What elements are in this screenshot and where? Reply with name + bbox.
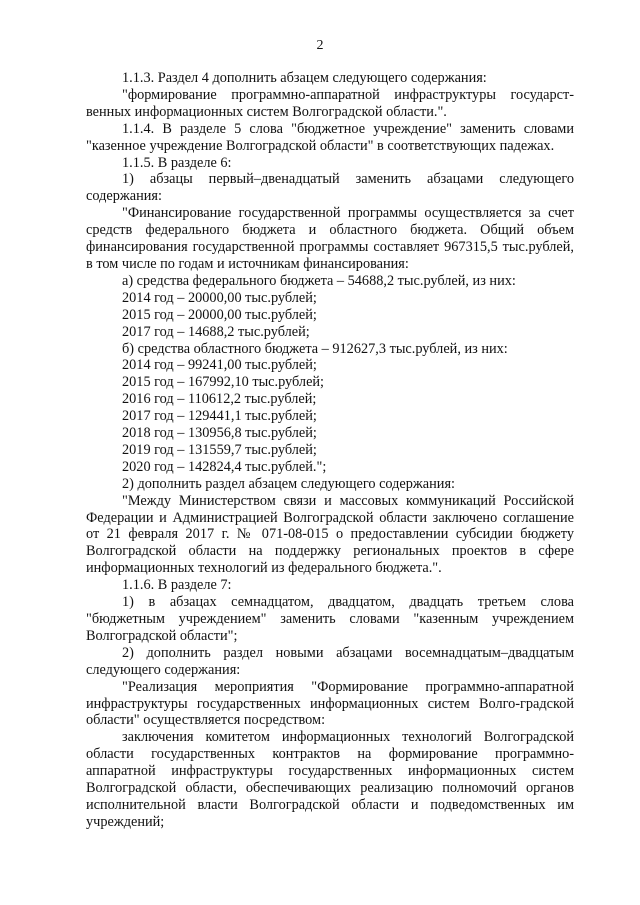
list-item-regional-2018: 2018 год – 130956,8 тыс.рублей; — [122, 425, 317, 442]
paragraph-financing: "Финансирование государственной программы осуществляется за счет средств федерального бюджета и областного бюджета. Общий объем финансирования государственной программы составляет 967315,5 тыс.рублей, в том числе по годам и источникам финансирования: — [86, 205, 574, 272]
paragraph-regional-budget: б) средства областного бюджета – 912627,3 тыс.рублей, из них: — [122, 340, 508, 357]
list-item-regional-2014: 2014 год – 99241,00 тыс.рублей; — [122, 357, 317, 374]
paragraph-section-7-item-2: 2) дополнить раздел новыми абзацами восемнадцатым–двадцатым следующего содержания: — [86, 644, 574, 678]
list-item-regional-2019: 2019 год – 131559,7 тыс.рублей; — [122, 441, 317, 458]
paragraph-1-1-4: 1.1.4. В разделе 5 слова "бюджетное учреждение" заменить словами "казенное учреждение Волгоградской области" в соответствующих падежах. — [86, 120, 574, 154]
paragraph-section-7-item-1: 1) в абзацах семнадцатом, двадцатом, двадцать третьем слова "бюджетным учреждением" заменить словами "казенным учреждением Волгоградской области"; — [86, 594, 574, 644]
list-item-regional-2015: 2015 год – 167992,10 тыс.рублей; — [122, 374, 325, 391]
paragraph-federal-budget: а) средства федерального бюджета – 54688,2 тыс.рублей, из них: — [122, 272, 516, 289]
list-item-federal-2014: 2014 год – 20000,00 тыс.рублей; — [122, 289, 317, 306]
paragraph-1-1-3: 1.1.3. Раздел 4 дополнить абзацем следующего содержания: — [122, 70, 487, 86]
document-body — [86, 70, 574, 831]
paragraph-agreement: "Между Министерством связи и массовых коммуникаций Российской Федерации и Администрацией Волгоградской области заключено соглашение от 21 февраля 2017 г. № 071-08-015 о предоставлении субсидии бюджету Волгоградской области на поддержку региональных проектов в сфере информационных технологий из федерального бюджета.". — [86, 492, 574, 577]
list-item-federal-2015: 2015 год – 20000,00 тыс.рублей; — [122, 306, 317, 323]
list-item-regional-2016: 2016 год – 110612,2 тыс.рублей; — [122, 391, 317, 408]
paragraph-1-1-5: 1.1.5. В разделе 6: — [122, 154, 232, 171]
list-item-regional-2020: 2020 год – 142824,4 тыс.рублей."; — [122, 458, 327, 475]
list-item-federal-2017: 2017 год – 14688,2 тыс.рублей; — [122, 323, 310, 340]
page-number: 2 — [316, 38, 324, 53]
paragraph-item-1: 1) абзацы первый–двенадцатый заменить абзацами следующего содержания: — [86, 171, 574, 205]
paragraph-section-4-text: "формирование программно-аппаратной инфраструктуры государст-венных информационных систем Волгоградской области.". — [86, 86, 574, 120]
paragraph-implementation: "Реализация мероприятия "Формирование программно-аппаратной инфраструктуры государственных информационных систем Волго-градской области" осуществляется посредством: — [86, 678, 574, 729]
paragraph-contracts: заключения комитетом информационных технологий Волгоградской области государственных контрактов на формирование программно-аппаратной инфраструктуры государственных информационных систем Волгоградской области, обеспечивающих реализацию полномочий органов исполнительной власти Волгоградской области и подведомственных им учреждений; — [86, 729, 574, 830]
paragraph-1-1-6: 1.1.6. В разделе 7: — [122, 577, 232, 594]
list-item-regional-2017: 2017 год – 129441,1 тыс.рублей; — [122, 408, 317, 425]
paragraph-item-2: 2) дополнить раздел абзацем следующего содержания: — [122, 475, 455, 492]
